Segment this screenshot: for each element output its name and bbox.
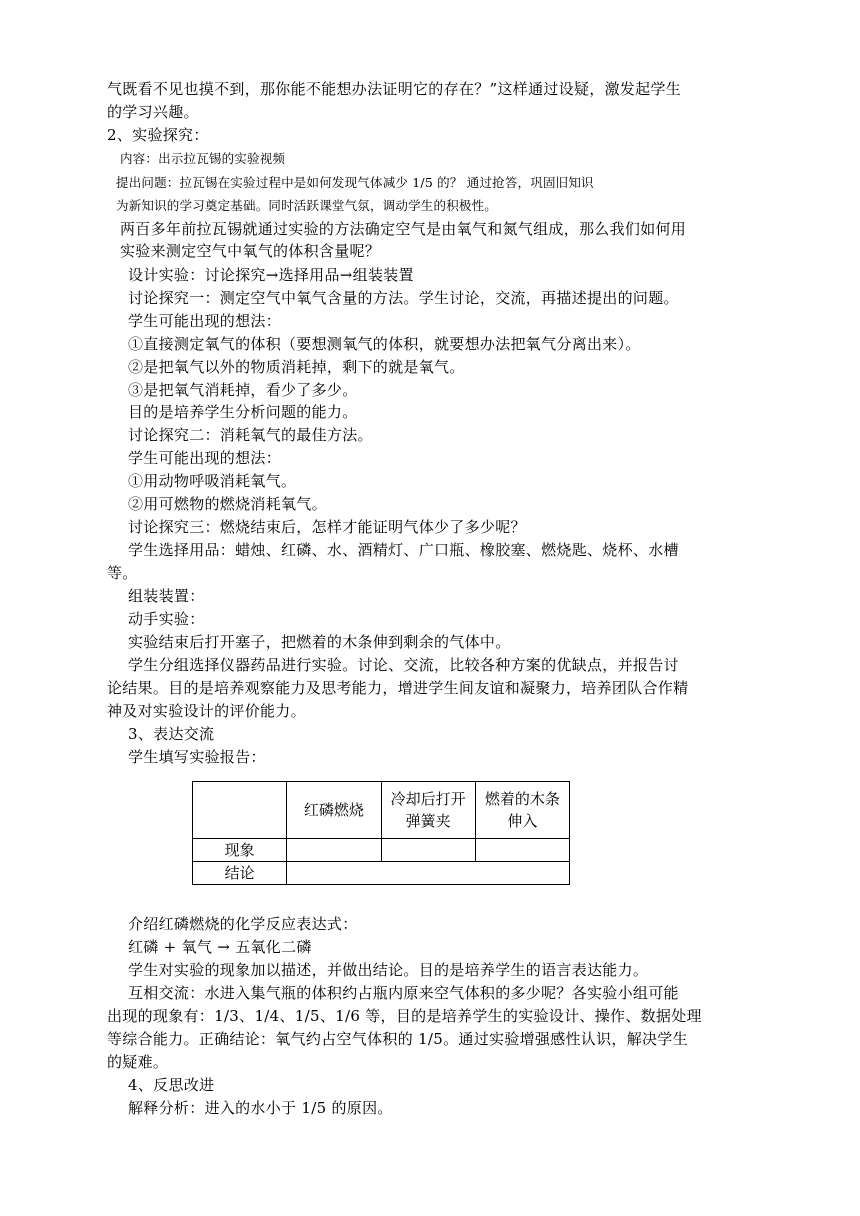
paragraph-line: 学生分组选择仪器药品进行实验。讨论、交流，比较各种方案的优缺点，并报告讨 (128, 656, 679, 674)
paragraph-line: 的学习兴趣。 (107, 103, 199, 121)
paragraph-line: 组装装置： (128, 587, 205, 605)
table-cell (287, 862, 570, 885)
paragraph-line: 提出问题：拉瓦锡在实验过程中是如何发现气体减少 1/5 的？ 通过抢答，巩固旧知识 (116, 175, 594, 190)
paragraph-line: 讨论探究二：消耗氧气的最佳方法。 (128, 426, 373, 444)
paragraph-line: 出现的现象有：1/3、1/4、1/5、1/6 等，目的是培养学生的实验设计、操作、数据处理 (107, 1007, 702, 1025)
table-header-cell (381, 782, 475, 839)
row-label-phenomenon: 现象 (193, 839, 287, 862)
paragraph-line: ②是把氧气以外的物质消耗掉，剩下的就是氧气。 (128, 358, 465, 376)
paragraph-line: ②用可燃物的燃烧消耗氧气。 (128, 495, 327, 513)
paragraph-line: 介绍红磷燃烧的化学反应表达式： (128, 915, 358, 933)
header-burning-stick: 燃着的木条伸入 (484, 790, 560, 830)
paragraph-line: 学生可能出现的想法： (128, 312, 282, 330)
experiment-report-table (192, 781, 570, 885)
paragraph-line: ③是把氧气消耗掉，看少了多少。 (128, 381, 358, 399)
paragraph-line: 两百多年前拉瓦锡就通过实验的方法确定空气是由氧气和氮气组成，那么我们如何用 (120, 220, 687, 238)
paragraph-line: 神及对实验设计的评价能力。 (107, 702, 306, 720)
paragraph-line: 学生选择用品：蜡烛、红磷、水、酒精灯、广口瓶、橡胶塞、燃烧匙、烧杯、水槽 (128, 541, 679, 559)
section-heading: 4、反思改进 (128, 1076, 215, 1094)
paragraph-line: ①直接测定氧气的体积（要想测氧气的体积，就要想办法把氧气分离出来）。 (128, 335, 641, 353)
paragraph-line: ①用动物呼吸消耗氧气。 (128, 472, 297, 490)
table-cell (287, 839, 381, 862)
reaction-equation: 红磷 + 氧气 → 五氧化二磷 (128, 938, 312, 956)
table-cell (381, 839, 475, 862)
table-cell (475, 839, 569, 862)
paragraph-line: 等综合能力。正确结论：氧气约占空气体积的 1/5。通过实验增强感性认识，解决学生 (107, 1030, 688, 1048)
paragraph-line: 目的是培养学生分析问题的能力。 (128, 403, 358, 421)
paragraph-line: 的疑难。 (107, 1053, 169, 1071)
paragraph-line: 论结果。目的是培养观察能力及思考能力，增进学生间友谊和凝聚力，培养团队合作精 (107, 679, 689, 697)
header-red-phosphorus: 红磷燃烧 (303, 801, 364, 819)
table-row (193, 839, 570, 862)
paragraph-line: 学生可能出现的想法： (128, 449, 282, 467)
section-heading: 2、实验探究： (107, 126, 209, 144)
paragraph-line: 动手实验： (128, 610, 205, 628)
paragraph-line: 讨论探究三：燃烧结束后，怎样才能证明气体少了多少呢？ (128, 518, 526, 536)
paragraph-line: 解释分析：进入的水小于 1/5 的原因。 (128, 1099, 393, 1117)
table-header-cell (287, 782, 381, 839)
paragraph-line: 实验来测定空气中氧气的体积含量呢？ (120, 242, 381, 260)
paragraph-line: 气既看不见也摸不到，那你能不能想办法证明它的存在？”这样通过设疑，激发起学生 (107, 80, 682, 98)
row-label-conclusion: 结论 (193, 862, 287, 885)
table-row (193, 862, 570, 885)
paragraph-line: 讨论探究一：测定空气中氧气含量的方法。学生讨论，交流，再描述提出的问题。 (128, 289, 679, 307)
paragraph-line: 等。 (107, 564, 138, 582)
paragraph-line: 学生对实验的现象加以描述，并做出结论。目的是培养学生的语言表达能力。 (128, 961, 649, 979)
table-header-row (193, 782, 570, 839)
paragraph-line: 内容：出示拉瓦锡的实验视频 (120, 151, 286, 166)
header-cool-open-clamp: 冷却后打开弹簧夹 (390, 790, 466, 830)
paragraph-line: 互相交流：水进入集气瓶的体积约占瓶内原来空气体积的多少呢？各实验小组可能 (128, 984, 679, 1002)
paragraph-line: 学生填写实验报告： (128, 748, 266, 766)
paragraph-line: 设计实验：讨论探究→选择用品→组装装置 (128, 266, 414, 284)
table-header-cell (193, 782, 287, 839)
paragraph-line: 为新知识的学习奠定基础。同时活跃课堂气氛，调动学生的积极性。 (116, 198, 498, 213)
paragraph-line: 实验结束后打开塞子，把燃着的木条伸到剩余的气体中。 (128, 633, 511, 651)
section-heading: 3、表达交流 (128, 725, 215, 743)
table-header-cell (475, 782, 569, 839)
